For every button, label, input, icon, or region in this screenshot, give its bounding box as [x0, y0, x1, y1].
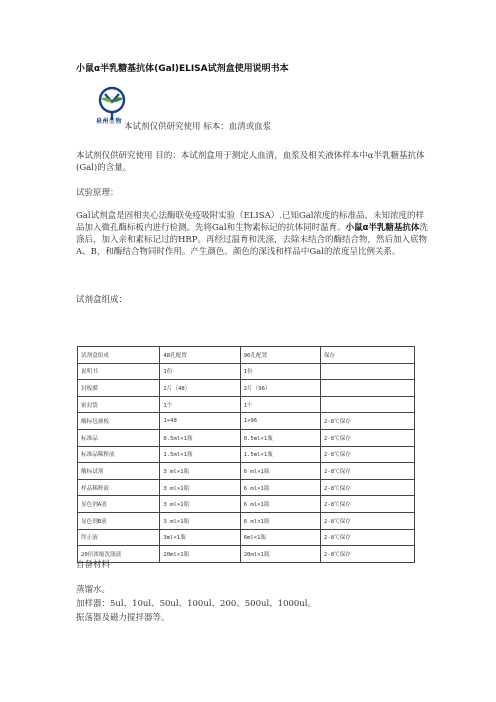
table-cell: 3 ml×1瓶 — [160, 463, 240, 480]
table-row — [78, 463, 415, 480]
table-cell: 2片（96） — [240, 380, 320, 397]
table-cell: 1.5ml×1瓶 — [160, 446, 240, 463]
materials-item: 振荡器及磁力搅拌器等。 — [76, 613, 170, 623]
table-cell: 封板膜 — [78, 380, 160, 397]
table-cell: 1份 — [240, 363, 320, 380]
table-cell: 3 ml×1瓶 — [160, 496, 240, 513]
table-cell: 说明书 — [78, 363, 160, 380]
table-header-cell: 保存 — [320, 347, 414, 364]
principle-heading: 试验原理： — [76, 188, 119, 198]
table-row — [78, 413, 415, 430]
principle-bold-term: 小鼠α半乳糖基抗体 — [345, 223, 420, 233]
table-cell: 终止液 — [78, 529, 160, 546]
table-cell: 6 ml×1瓶 — [240, 512, 320, 529]
table-cell: 2-8℃保存 — [320, 463, 414, 480]
table-cell: 2-8℃保存 — [320, 512, 414, 529]
kit-heading: 试剂盒组成： — [76, 295, 128, 305]
table-cell — [320, 380, 414, 397]
materials-item: 加样器：5ul、10ul、50ul、100ul、200、500ul、1000ul。 — [76, 599, 317, 609]
table-header-cell: 96孔配置 — [240, 347, 320, 364]
materials-item: 蒸馏水。 — [76, 585, 111, 595]
table-cell: 20ml×1瓶 — [240, 546, 320, 563]
table-cell: 1×48 — [160, 413, 240, 430]
table-row — [78, 479, 415, 496]
table-row — [78, 429, 415, 446]
intro-line: 本试剂仅供研究使用 标本：血清或血浆 — [124, 122, 272, 132]
table-cell: 2-8℃保存 — [320, 413, 414, 430]
table-header-cell: 48孔配置 — [160, 347, 240, 364]
principle-text-part1: Gal试剂盒是固相夹心法酶联免疫吸附实验（ELISA）.已知Gal浓度的标准品、未知浓度的样品加入微孔酶标板内进行检测。先将Gal和生物素标记的抗体同时温育。 — [76, 211, 425, 233]
table-cell: 样品稀释液 — [78, 479, 160, 496]
table-cell: 20ml×1瓶 — [160, 546, 240, 563]
table-cell: 2-8℃保存 — [320, 546, 414, 563]
table-cell: 0.5ml×1瓶 — [240, 429, 320, 446]
table-cell: 3ml×1瓶 — [160, 529, 240, 546]
table-header-row — [78, 347, 415, 364]
table-cell: 酶标试剂 — [78, 463, 160, 480]
table-cell: 1×96 — [240, 413, 320, 430]
table-cell: 2-8℃保存 — [320, 479, 414, 496]
table-row — [78, 546, 415, 563]
kit-composition-table — [77, 346, 415, 563]
table-cell: 1个 — [160, 396, 240, 413]
table-cell: 1个 — [240, 396, 320, 413]
table-cell: 显色剂B液 — [78, 512, 160, 529]
table-cell: 6 ml×1瓶 — [240, 496, 320, 513]
table-row — [78, 446, 415, 463]
materials-heading: 自备材料 — [76, 560, 111, 570]
table-row — [78, 396, 415, 413]
table-cell: 酶标包被板 — [78, 413, 160, 430]
table-cell: 2-8℃保存 — [320, 446, 414, 463]
table-row — [78, 512, 415, 529]
table-cell: 3 ml×1瓶 — [160, 479, 240, 496]
table-row — [78, 380, 415, 397]
table-cell: 标准品稀释液 — [78, 446, 160, 463]
table-row — [78, 496, 415, 513]
table-cell — [320, 396, 414, 413]
logo-caption: 泉州生物 — [96, 118, 123, 125]
table-cell: 3 ml×1瓶 — [160, 512, 240, 529]
table-cell: 2-8℃保存 — [320, 529, 414, 546]
table-cell: 2片（48） — [160, 380, 240, 397]
table-cell: 2-8℃保存 — [320, 429, 414, 446]
table-cell: 显色剂A液 — [78, 496, 160, 513]
purpose-paragraph: 本试剂仅供研究使用 目的：本试剂盒用于测定人血清，血浆及相关液体样本中α半乳糖基抗体(Gal)的含量。 — [76, 151, 425, 173]
table-cell: 1份 — [160, 363, 240, 380]
table-cell: 2-8℃保存 — [320, 496, 414, 513]
table-cell — [320, 363, 414, 380]
table-cell: 6 ml×1瓶 — [240, 479, 320, 496]
table-row — [78, 529, 415, 546]
principle-paragraph — [76, 210, 428, 258]
table-header-cell: 试剂盒组成 — [78, 347, 160, 364]
table-cell: 1.5ml×1瓶 — [240, 446, 320, 463]
document-title: 小鼠α半乳糖基抗体(Gal)ELISA试剂盒使用说明书本 — [76, 64, 289, 74]
table-row — [78, 363, 415, 380]
table-cell: 标准品 — [78, 429, 160, 446]
table-cell: 密封袋 — [78, 396, 160, 413]
table-cell: 0.5ml×1瓶 — [160, 429, 240, 446]
table-cell: 6ml×1瓶 — [240, 529, 320, 546]
table-cell: 20倍浓缩洗涤液 — [78, 546, 160, 563]
table-cell: 6 ml×1瓶 — [240, 463, 320, 480]
principle-text-part2: 洗涤后，加入亲和素标记过的HRP。再经过温育和洗涤，去除未结合的酶结合物，然后加入底物A、B，和酶结合物同时作用。产生颜色。颜色的深浅和样品中Gal的浓度呈比例关系。 — [76, 223, 428, 257]
